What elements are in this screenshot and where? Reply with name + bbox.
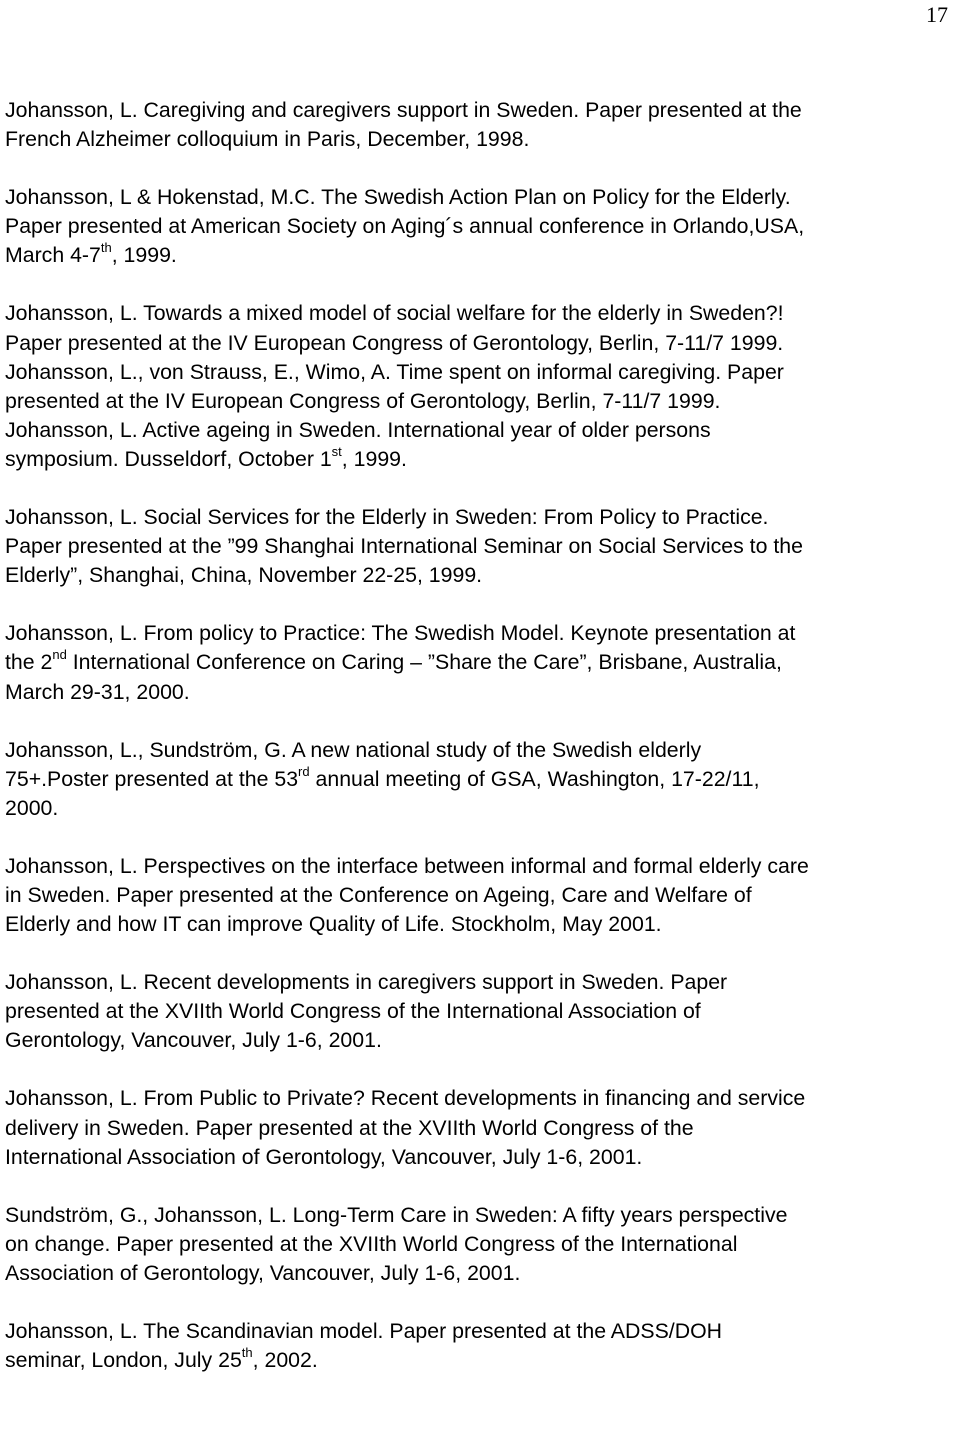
reference-text: 2000.: [5, 795, 59, 820]
reference-line: [5, 1084, 960, 1113]
reference-line: [5, 387, 960, 416]
reference-list: [5, 96, 960, 1375]
reference-entry: [5, 852, 960, 939]
reference-text: March 29-31, 2000.: [5, 679, 190, 704]
reference-entry: [5, 503, 960, 590]
reference-line: [5, 968, 960, 997]
ordinal-superscript: nd: [52, 647, 67, 663]
reference-text: on change. Paper presented at the XVIIth World Congress of the International: [5, 1231, 738, 1256]
reference-line: [5, 1026, 960, 1055]
reference-line: [5, 1317, 960, 1346]
reference-text: Paper presented at the ”99 Shanghai International Seminar on Social Services to the: [5, 534, 803, 559]
reference-text: International Conference on Caring – ”Share the Care”, Brisbane, Australia,: [66, 650, 782, 675]
reference-text: Sundström, G., Johansson, L. Long-Term Care in Sweden: A fifty years perspective: [5, 1202, 788, 1227]
reference-entry: [5, 299, 960, 357]
reference-text: presented at the XVIIth World Congress of the International Association of: [5, 999, 701, 1024]
ordinal-superscript: rd: [298, 763, 310, 779]
reference-line: [5, 881, 960, 910]
reference-line: [5, 1114, 960, 1143]
reference-line: [5, 358, 960, 387]
reference-spacer: [5, 590, 960, 619]
reference-text: Johansson, L. From policy to Practice: The Swedish Model. Keynote presentation at: [5, 621, 796, 646]
reference-line: [5, 910, 960, 939]
reference-line: [5, 736, 960, 765]
reference-text: Johansson, L & Hokenstad, M.C. The Swedish Action Plan on Policy for the Elderly.: [5, 185, 791, 210]
reference-text: the 2: [5, 650, 53, 675]
reference-line: [5, 1259, 960, 1288]
reference-line: [5, 241, 960, 270]
reference-line: [5, 416, 960, 445]
reference-entry: [5, 183, 960, 270]
reference-text: symposium. Dusseldorf, October 1: [5, 446, 332, 471]
reference-line: [5, 765, 960, 794]
reference-text: Johansson, L. The Scandinavian model. Paper presented at the ADSS/DOH: [5, 1319, 723, 1343]
reference-text: 75+.Poster presented at the 53: [5, 766, 299, 791]
reference-text: Elderly”, Shanghai, China, November 22-25, 1999.: [5, 563, 483, 588]
reference-line: [5, 299, 960, 328]
reference-text: Johansson, L. Perspectives on the interface between informal and formal elderly care: [5, 853, 809, 878]
reference-text: March 4-7: [5, 243, 101, 268]
reference-text: seminar, London, July 25: [5, 1348, 242, 1373]
reference-text: Johansson, L., von Strauss, E., Wimo, A. Time spent on informal caregiving. Paper: [5, 359, 784, 384]
ordinal-superscript: st: [331, 443, 342, 459]
reference-entry: [5, 96, 960, 154]
reference-text: Paper presented at the IV European Congress of Gerontology, Berlin, 7-11/7 1999.: [5, 330, 784, 355]
reference-text: Gerontology, Vancouver, July 1-6, 2001.: [5, 1028, 382, 1053]
ordinal-superscript: th: [100, 240, 112, 256]
reference-text: Johansson, L. From Public to Private? Recent developments in financing and service: [5, 1086, 806, 1111]
page-number: 17: [926, 2, 948, 27]
reference-spacer: [5, 939, 960, 968]
reference-spacer: [5, 1055, 960, 1084]
reference-text: Elderly and how IT can improve Quality of Life. Stockholm, May 2001.: [5, 912, 662, 937]
ordinal-superscript: th: [241, 1345, 253, 1360]
reference-entry: [5, 736, 960, 823]
reference-text: delivery in Sweden. Paper presented at the XVIIth World Congress of the: [5, 1115, 694, 1140]
reference-text: Johansson, L. Caregiving and caregivers support in Sweden. Paper presented at the: [5, 98, 802, 122]
reference-text: Johansson, L. Recent developments in caregivers support in Sweden. Paper: [5, 970, 728, 995]
reference-text: presented at the IV European Congress of Gerontology, Berlin, 7-11/7 1999.: [5, 388, 721, 413]
reference-spacer: [5, 823, 960, 852]
reference-line: [5, 619, 960, 648]
reference-text: , 1999.: [341, 446, 407, 471]
reference-line: [5, 1201, 960, 1230]
reference-line: [5, 997, 960, 1026]
reference-spacer: [5, 270, 960, 299]
reference-text: Johansson, L. Social Services for the Elderly in Sweden: From Policy to Practice.: [5, 505, 769, 530]
reference-spacer: [5, 154, 960, 183]
reference-entry: [5, 416, 960, 474]
reference-text: Johansson, L. Towards a mixed model of social welfare for the elderly in Sweden?!: [5, 301, 784, 326]
reference-text: Johansson, L., Sundström, G. A new national study of the Swedish elderly: [5, 737, 702, 762]
reference-text: , 1999.: [111, 243, 177, 268]
reference-text: annual meeting of GSA, Washington, 17-22/11,: [309, 766, 760, 791]
reference-line: [5, 1230, 960, 1259]
reference-line: [5, 125, 960, 154]
reference-line: [5, 1143, 960, 1172]
reference-line: [5, 1346, 960, 1375]
reference-line: [5, 329, 960, 358]
reference-entry: [5, 968, 960, 1055]
reference-text: , 2002.: [252, 1348, 318, 1373]
reference-entry: [5, 358, 960, 416]
reference-spacer: [5, 1288, 960, 1317]
reference-entry: [5, 1084, 960, 1171]
reference-text: Johansson, L. Active ageing in Sweden. International year of older persons: [5, 417, 711, 442]
reference-entry: [5, 619, 960, 706]
reference-line: [5, 445, 960, 474]
reference-line: [5, 212, 960, 241]
reference-line: [5, 794, 960, 823]
reference-line: [5, 648, 960, 677]
reference-text: French Alzheimer colloquium in Paris, December, 1998.: [5, 127, 530, 152]
reference-text: in Sweden. Paper presented at the Conference on Ageing, Care and Welfare of: [5, 882, 752, 907]
reference-spacer: [5, 474, 960, 503]
reference-text: Association of Gerontology, Vancouver, July 1-6, 2001.: [5, 1260, 521, 1285]
reference-line: [5, 852, 960, 881]
reference-line: [5, 532, 960, 561]
reference-spacer: [5, 707, 960, 736]
reference-line: [5, 561, 960, 590]
reference-line: [5, 183, 960, 212]
reference-text: International Association of Gerontology, Vancouver, July 1-6, 2001.: [5, 1144, 643, 1169]
reference-line: [5, 96, 960, 125]
reference-spacer: [5, 1172, 960, 1201]
reference-entry: [5, 1201, 960, 1288]
reference-entry: [5, 1317, 960, 1375]
reference-line: [5, 503, 960, 532]
reference-text: Paper presented at American Society on Aging´s annual conference in Orlando,USA,: [5, 214, 805, 239]
reference-line: [5, 678, 960, 707]
